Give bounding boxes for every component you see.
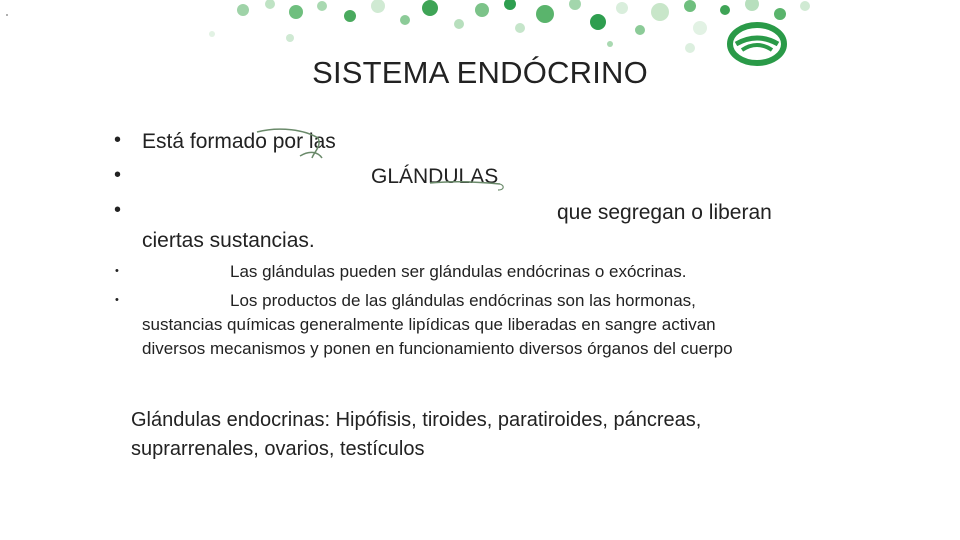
glands-line-1: Glándulas endocrinas: Hipófisis, tiroides, paratiroides, páncreas, bbox=[131, 409, 702, 431]
bullet-marker: • bbox=[115, 265, 119, 277]
bullet-text-3: que segregan o liberan bbox=[557, 201, 772, 224]
bullet-text-1: Está formado por las bbox=[142, 130, 336, 153]
bullet-text-3-cont: ciertas sustancias. bbox=[142, 229, 315, 252]
slide-title: SISTEMA ENDÓCRINO bbox=[312, 55, 648, 90]
bullet-marker: • bbox=[114, 164, 122, 186]
small-bullet-2-cont-2: diversos mecanismos y ponen en funcionamiento diversos órganos del cuerpo bbox=[142, 339, 733, 358]
small-bullet-2-cont-1: sustancias químicas generalmente lipídicas que liberadas en sangre activan bbox=[142, 315, 716, 334]
bullet-marker: • bbox=[114, 199, 122, 221]
small-bullet-2: Los productos de las glándulas endócrinas son las hormonas, bbox=[230, 291, 696, 310]
glands-paragraph bbox=[131, 406, 811, 464]
glands-line-2: suprarrenales, ovarios, testículos bbox=[131, 438, 425, 460]
small-bullet-1: Las glándulas pueden ser glándulas endócrinas o exócrinas. bbox=[230, 262, 687, 281]
bullet-marker: • bbox=[114, 129, 122, 151]
bullet-text-2: GLÁNDULAS bbox=[371, 165, 499, 188]
bullet-marker: • bbox=[115, 294, 119, 306]
